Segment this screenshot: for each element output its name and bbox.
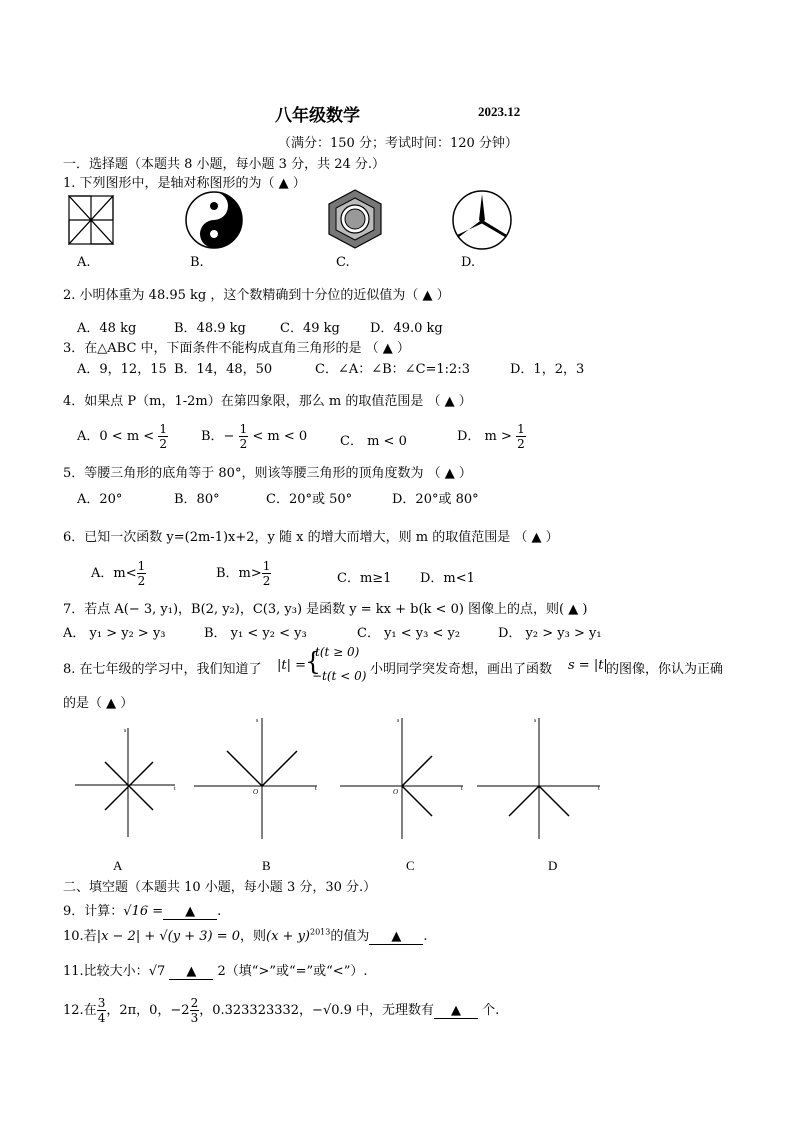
q11-post: 2（填“>”或“=”或“<”）.	[213, 964, 368, 979]
brace: {	[305, 647, 321, 676]
q3-option-b: B．14，48，50	[174, 362, 273, 377]
graph-label-a: A	[113, 858, 123, 873]
q10-mid: ，则	[240, 929, 267, 944]
q10-expr2: (x + y)	[266, 929, 310, 944]
q12-list: ，2π，0，−2	[106, 1003, 190, 1018]
q6-option-a	[91, 559, 146, 588]
axis-label: t	[174, 786, 176, 792]
q3-text: 3．在△ABC 中，下面条件不能构成直角三角形的是 （ ▲ ）	[63, 341, 410, 356]
q7-option-b: B． y₁ < y₂ < y₃	[204, 626, 307, 641]
axis-label: s	[124, 728, 127, 734]
exam-info: （满分：150 分；考试时间：120 分钟）	[278, 136, 518, 151]
q9-pre: 9．计算：	[63, 904, 124, 919]
q4-option-a-pre: A．0 < m <	[77, 429, 155, 444]
q9-expr: √16 =	[123, 904, 164, 919]
frac-den: 4	[97, 1011, 106, 1025]
frac-num: 3	[97, 996, 106, 1010]
q1-option-c: C.	[336, 255, 350, 270]
q4-option-b	[201, 422, 307, 451]
axis-label: s	[256, 718, 259, 724]
q10	[63, 925, 428, 945]
frac-den: 2	[137, 574, 146, 588]
q11-expr: √7	[148, 964, 166, 979]
graph-a	[70, 722, 180, 842]
q8-text-pre: 8. 在七年级的学习中，我们知道了	[63, 662, 262, 677]
graph-d	[475, 714, 605, 844]
q5-option-d: D．20°或 80°	[392, 492, 479, 507]
q10-expr: |x − 2| + √(y + 3) = 0	[96, 929, 240, 944]
fraction	[137, 559, 147, 588]
frac-num: 1	[239, 422, 248, 436]
q10-exponent: 2013	[310, 927, 331, 937]
origin-label: O	[253, 788, 259, 796]
q7-option-c: C． y₁ < y₃ < y₂	[357, 626, 461, 641]
q11	[63, 960, 367, 980]
fraction	[516, 422, 526, 451]
q1-option-b: B.	[190, 255, 204, 270]
section1-heading: 一．选择题（本题共 8 小题，每小题 3 分，共 24 分.）	[63, 157, 386, 172]
q5-option-c: C．20°或 50°	[266, 492, 353, 507]
axis-label: t	[461, 786, 463, 792]
fraction	[239, 422, 249, 451]
q10-pre: 10.若	[63, 929, 97, 944]
q12-post: 个.	[478, 1003, 500, 1018]
q4-option-d-pre: D． m >	[457, 429, 512, 444]
frac-den: 2	[159, 437, 167, 451]
q3-option-a: A．9，12，15	[77, 362, 167, 377]
axis-label: s	[534, 718, 537, 724]
q12-answer-blank[interactable]: ▲	[434, 1003, 478, 1019]
graph-label-c: C	[406, 858, 415, 873]
frac-num: 1	[159, 422, 167, 436]
frac-den: 2	[517, 437, 525, 451]
q12-rest: ，0.323323332，−√0.9 中，无理数有	[199, 1003, 435, 1018]
q8-func: s = |t|	[568, 658, 608, 673]
q12	[63, 996, 499, 1025]
q4-option-d	[457, 422, 526, 451]
exam-date: 2023.12	[478, 104, 521, 119]
frac-num: 1	[137, 559, 146, 573]
q9-answer-blank[interactable]: ▲	[163, 904, 217, 920]
fraction	[262, 559, 272, 588]
q9-post: .	[217, 904, 222, 919]
q2-option-a: A．48 kg	[77, 321, 137, 336]
mercedes-figure	[450, 190, 514, 250]
q8-text-post: 的图像，你认为正确	[606, 662, 724, 677]
q6-text: 6．已知一次函数 y=(2m-1)x+2，y 随 x 的增大而增大，则 m 的取值范围是 （ ▲ ）	[63, 530, 559, 545]
q2-option-b: B．48.9 kg	[174, 321, 246, 336]
q11-answer-blank[interactable]: ▲	[169, 964, 213, 980]
graph-label-d: D	[548, 858, 558, 873]
q3-option-c: C．∠A：∠B：∠C=1:2:3	[315, 362, 470, 377]
q1-text: 1. 下列图形中，是轴对称图形的为（ ▲ ）	[63, 176, 306, 191]
q2-option-c: C．49 kg	[280, 321, 340, 336]
q4-option-c: C． m < 0	[340, 434, 407, 449]
q10-answer-blank[interactable]: ▲	[369, 929, 423, 945]
q5-option-b: B．80°	[174, 492, 220, 507]
q7-text: 7．若点 A(− 3, y₁)，B(2, y₂)，C(3, y₃) 是函数 y = kx + b(k < 0) 图像上的点，则( ▲ )	[63, 602, 588, 617]
yin-yang-figure	[184, 190, 244, 250]
q10-post: 的值为	[330, 929, 370, 944]
q8-case2: −t(t < 0)	[312, 669, 367, 683]
origin-label: O	[393, 788, 399, 796]
q5-text: 5．等腰三角形的底角等于 80°，则该等腰三角形的顶角度数为 （ ▲ ）	[63, 466, 472, 481]
graph-c	[338, 714, 468, 844]
frac-num: 1	[262, 559, 271, 573]
frac-den: 2	[262, 574, 271, 588]
q12-pre: 12.在	[63, 1003, 97, 1018]
q4-option-a	[77, 422, 168, 451]
q9	[63, 900, 221, 920]
q6-option-a-pre: A．m<	[91, 566, 137, 581]
q4-option-b-pre: B．−	[201, 429, 235, 444]
graph-label-b: B	[262, 858, 271, 873]
q4-text: 4．如果点 P（m，1-2m）在第四象限，那么 m 的取值范围是 （ ▲ ）	[63, 394, 472, 409]
q1-option-a: A.	[77, 255, 91, 270]
q1-option-d: D.	[461, 255, 476, 270]
q10-end: .	[423, 929, 428, 944]
q8-text-mid: 小明同学突发奇想，画出了函数	[370, 662, 553, 677]
q2-text: 2. 小明体重为 48.95 kg ，这个数精确到十分位的近似值为（ ▲ ）	[63, 288, 450, 303]
hexagon-figure	[324, 188, 386, 250]
q4-option-b-post: < m < 0	[252, 429, 308, 444]
fraction	[158, 422, 168, 451]
page-title: 八年级数学	[275, 106, 360, 126]
q6-option-d: D．m<1	[420, 571, 475, 586]
q2-option-d: D．49.0 kg	[370, 321, 443, 336]
frac-num: 1	[517, 422, 525, 436]
q5-option-a: A．20°	[77, 492, 123, 507]
frac-num: 2	[190, 996, 199, 1010]
axis-label: t	[315, 786, 317, 792]
q8-line2: 的是（ ▲ ）	[63, 696, 134, 711]
axis-label: s	[397, 718, 400, 724]
q7-option-d: D． y₂ > y₃ > y₁	[498, 626, 602, 641]
q8-abs-def: |t| =	[277, 658, 307, 673]
q3-option-d: D．1，2，3	[510, 362, 585, 377]
axis-label: t	[598, 786, 600, 792]
q6-option-b-pre: B．m>	[216, 566, 262, 581]
q8-case1: t(t ≥ 0)	[315, 645, 360, 659]
pinwheel-figure	[68, 195, 114, 245]
fraction	[190, 996, 200, 1025]
q7-option-a: A． y₁ > y₂ > y₃	[63, 626, 166, 641]
graph-b	[192, 714, 322, 844]
q11-pre: 11.比较大小：	[63, 964, 149, 979]
frac-den: 3	[190, 1011, 199, 1025]
section2-heading: 二、填空题（本题共 10 小题，每小题 3 分，30 分.）	[63, 880, 377, 895]
frac-den: 2	[239, 437, 248, 451]
q6-option-c: C．m≥1	[337, 571, 392, 586]
q6-option-b	[216, 559, 271, 588]
fraction	[97, 996, 107, 1025]
